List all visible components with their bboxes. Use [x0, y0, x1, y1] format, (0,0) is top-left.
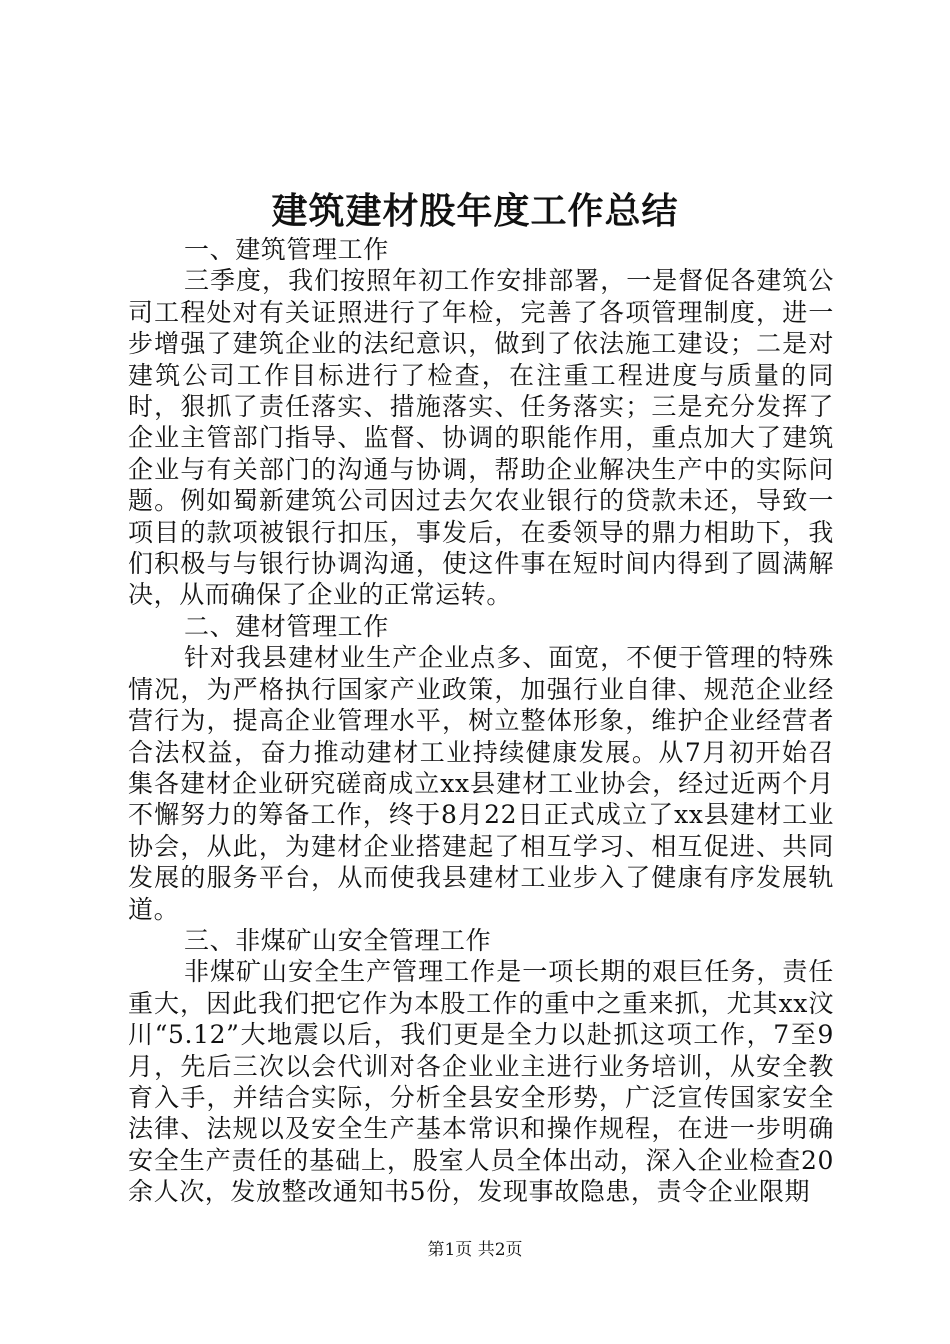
section-paragraph-1: 三季度，我们按照年初工作安排部署，一是督促各建筑公司工程处对有关证照进行了年检，完善了各项管理制度，进一步增强了建筑企业的法纪意识，做到了依法施工建设；二是对建筑公司工作目标进行了检查，在注重工程进度与质量的同时，狠抓了责任落实、措施落实、任务落实；三是充分发挥了企业主管部门指导、监督、协调的职能作用，重点加大了建筑企业与有关部门的沟通与协调，帮助企业解决生产中的实际问题。例如蜀新建筑公司因过去欠农业银行的贷款未还，导致一项目的款项被银行扣压，事发后，在委领导的鼎力相助下，我们积极与与银行协调沟通，使这件事在短时间内得到了圆满解决，从而确保了企业的正常运转。	[128, 266, 834, 610]
section-paragraph-3: 非煤矿山安全生产管理工作是一项长期的艰巨任务，责任重大，因此我们把它作为本股工作的重中之重来抓，尤其xx汶川“5.12”大地震以后，我们更是全力以赴抓这项工作，7至9月，先后三次以会代训对各企业业主进行业务培训，从安全教育入手，并结合实际，分析全县安全形势，广泛宣传国家安全法律、法规以及安全生产基本常识和操作规程，在进一步明确安全生产责任的基础上，股室人员全体出动，深入企业检查20余人次，发放整改通知书5份，发现事故隐患，责令企业限期	[128, 957, 834, 1207]
document-body	[128, 234, 834, 1208]
document-title: 建筑建材股年度工作总结	[271, 190, 679, 232]
section-heading-2: 二、建材管理工作	[184, 611, 389, 641]
section-heading-3: 三、非煤矿山安全管理工作	[184, 925, 492, 955]
page-footer: 第1页 共2页	[427, 1240, 523, 1260]
section-paragraph-2: 针对我县建材业生产企业点多、面宽，不便于管理的特殊情况，为严格执行国家产业政策，加强行业自律、规范企业经营行为，提高企业管理水平，树立整体形象，维护企业经营者合法权益，奋力推动建材工业持续健康发展。从7月初开始召集各建材企业研究磋商成立xx县建材工业协会，经过近两个月不懈努力的筹备工作，终于8月22日正式成立了xx县建材工业协会，从此，为建材企业搭建起了相互学习、相互促进、共同发展的服务平台，从而使我县建材工业步入了健康有序发展轨道。	[128, 643, 834, 924]
section-heading-1: 一、建筑管理工作	[184, 235, 389, 264]
